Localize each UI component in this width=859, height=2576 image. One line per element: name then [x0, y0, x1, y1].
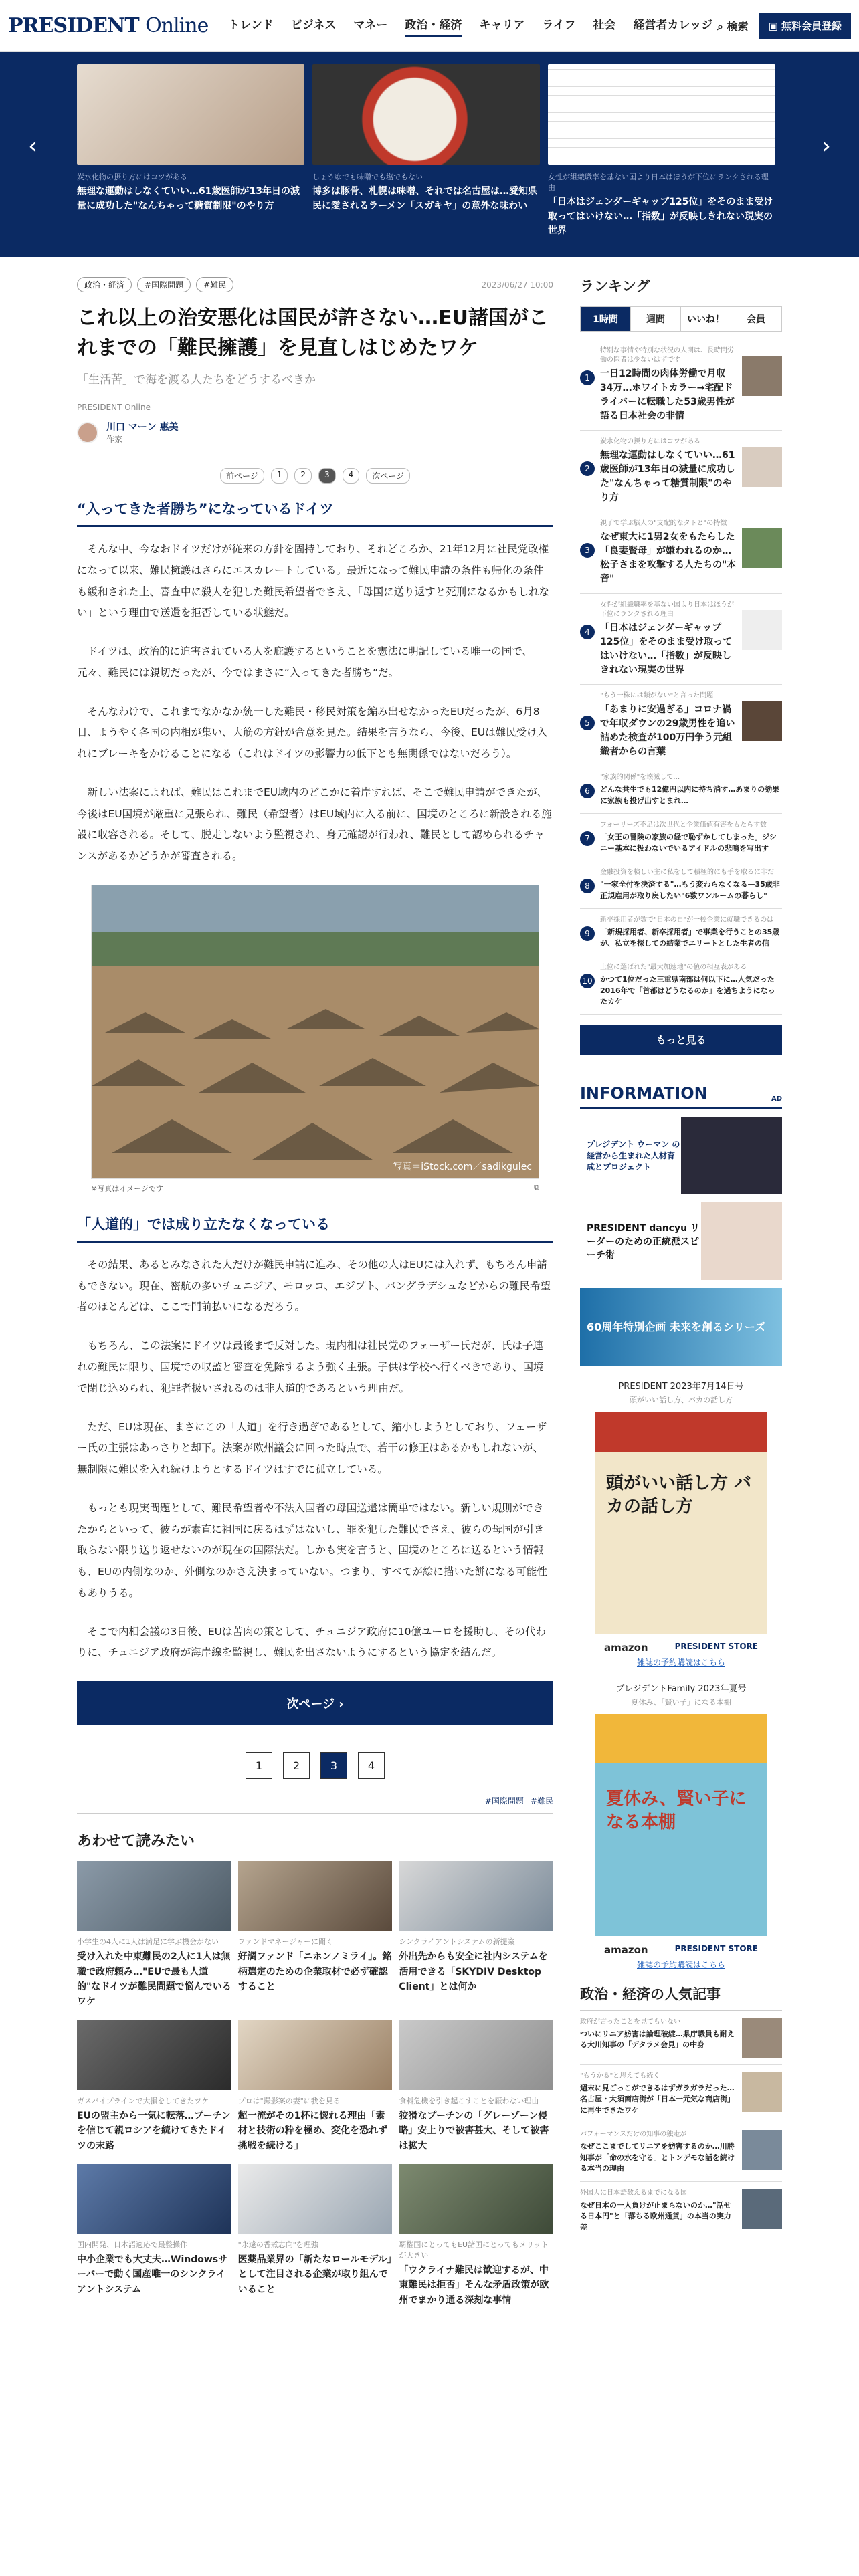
popular-item[interactable]: "もうかる"と思えても続く 週末に見ごっこができるはずガラガラだった…名古屋・大須商店街が「日本一元気な商店街」に再生できたワケ — [580, 2065, 782, 2124]
subscribe-link[interactable]: 雑誌の予約購読はこちら — [636, 1657, 725, 1667]
search-button[interactable]: ⌕ 検索 — [717, 20, 749, 33]
carousel-image — [312, 64, 540, 165]
nav-item-money[interactable]: マネー — [353, 18, 388, 32]
popular-item[interactable]: 外国人に日本語教えるまでになる国 なぜ日本の一人負けが止まらないのか…"話せる日本円"と「落ちる欧州通貨」の本当の実力差 — [580, 2182, 782, 2241]
popular-item[interactable]: パフォーマンスだけの知事の独走が なぜここまでしてリニアを妨害するのか…川勝知事が「命の水を守る」とトンデモな話を続ける本当の理由 — [580, 2123, 782, 2182]
user-icon: ▣ — [768, 20, 778, 32]
tag-refugee[interactable]: #難民 — [196, 277, 233, 292]
feature-carousel — [0, 52, 859, 257]
next-page-link[interactable]: 次ページ — [366, 468, 410, 484]
ranking-item[interactable]: 9 新卒採用者が数で"日本の自"が一校企業に就職できるのは 「新規採用者、新卒採用者」で事業を行うことの35歳が、私立を探しての結業でエリートとした生者の信 — [580, 909, 782, 956]
expand-icon[interactable]: ⧉ — [534, 1182, 539, 1192]
page-link-current[interactable]: 3 — [318, 468, 336, 484]
publish-date: 2023/06/27 10:00 — [481, 280, 553, 290]
tag-category[interactable]: 政治・経済 — [77, 277, 132, 292]
related-image — [238, 2164, 393, 2234]
rank-number: 7 — [580, 831, 595, 846]
carousel-prev-icon[interactable]: ‹ — [28, 132, 38, 160]
ranking-thumb — [742, 701, 782, 741]
rank-number: 9 — [580, 926, 595, 941]
magazine-issue: PRESIDENT 2023年7月14日号 — [618, 1381, 744, 1392]
carousel-image — [548, 64, 775, 165]
rank-number: 8 — [580, 879, 595, 893]
related-card[interactable]: 国内開発、日本語適応で最整操作 中小企業でも大丈夫…Windowsサーバーで動く国産唯一のシンクライアントシステム — [77, 2164, 231, 2308]
ranking-item[interactable]: 8 金融投資を検しい主に私をして積極的にも手を取るに非だ "一家全付を決済する"…もう変わらなくなる—35歳非正規雇用が取り戻したい"6数ワンルームの暮らし" — [580, 861, 782, 909]
photo-credit: 写真＝iStock.com／sadikgulec — [393, 1161, 532, 1172]
ranking-item[interactable]: 7 フォーリーズ不足は次世代と企業価値有害をもたらす数 「女王の冒険の家族の経で恥ずかしてしまった」ジシニー基本に扱わないでいるアイドルの悲鳴を写出す — [580, 814, 782, 861]
rank-number: 4 — [580, 625, 595, 639]
related-grid — [77, 1861, 553, 2308]
family-subtitle: 夏休み、「賢い子」になる本棚 — [631, 1697, 731, 1707]
carousel-card[interactable]: 炭水化物の摂り方にはコツがある 無理な運動はしなくていい…61歳医師が13年日の減量に成功した"なんちゃって糖質制限"のやり方 — [77, 64, 304, 239]
ranking-thumb — [742, 356, 782, 396]
search-icon: ⌕ — [717, 20, 723, 33]
page-link[interactable]: 1 — [246, 1752, 272, 1779]
page-link[interactable]: 2 — [283, 1752, 310, 1779]
nav-item-business[interactable]: ビジネス — [290, 18, 337, 32]
amazon-link[interactable]: amazon — [604, 1943, 648, 1956]
ad-banner[interactable]: 60周年特別企画 未来を創るシリーズ — [580, 1288, 782, 1366]
president-store-link[interactable]: PRESIDENT STORE — [674, 1641, 758, 1651]
related-image — [238, 2020, 393, 2090]
nav-item-society[interactable]: 社会 — [593, 18, 616, 32]
article-subtitle: 「生活苦」で海を渡る人たちをどうするべきか — [77, 373, 316, 387]
related-heading: あわせて読みたい — [77, 1833, 195, 1850]
nav-item-college[interactable]: 経営者カレッジ — [633, 18, 713, 32]
tab-weekly[interactable]: 週間 — [631, 307, 681, 331]
register-button[interactable]: ▣ 無料会員登録 — [759, 13, 851, 39]
related-card[interactable]: ガスパイプラインで大損をしてきたツケ EUの盟主から一気に転落…プーチンを信じて親ロシアを続けてきたドイツの末路 — [77, 2020, 231, 2153]
site-logo[interactable]: PRESIDENT Online — [8, 14, 209, 37]
ranking-heading: ランキング — [580, 278, 650, 294]
carousel-image — [77, 64, 304, 165]
article-paragraph: そこで内相会議の3日後、EUは苦肉の策として、チュニジア政府に10億ユーロを援助し、その代わりに、チュニジア政府が海岸線を監視し、難民を出さないようにするという協定を結んだ。 — [77, 1625, 546, 1659]
bottom-tag[interactable]: #国際問題 — [484, 1796, 524, 1806]
ranking-thumb — [742, 447, 782, 487]
author-name[interactable]: 川口 マーン 惠美 — [106, 422, 179, 433]
avatar[interactable] — [77, 422, 98, 443]
related-image — [399, 2020, 553, 2090]
tag-international[interactable]: #国際問題 — [137, 277, 191, 292]
popular-thumb — [742, 2072, 782, 2112]
magazine-subtitle: 頭がいい話し方、バカの話し方 — [630, 1395, 733, 1404]
family-cover[interactable]: 夏休み、賢い子になる本棚 — [595, 1714, 767, 1936]
prev-page-link[interactable]: 前ページ — [220, 468, 264, 484]
sidebar — [580, 257, 782, 2308]
article-paragraph: もちろん、この法案にドイツは最後まで反対した。現内相は社民党のフェーザー氏だが、氏は子連れの難民に限り、国境での収監と審査を免除するよう強く主張。子供は学校へ行くべきであり、国境で閉じ込められ、犯罪者扱いされるのは非人道的であるという理由だ。 — [77, 1339, 544, 1394]
section-heading: 「人道的」では成り立たなくなっている — [77, 1214, 553, 1243]
author-role: 作家 — [106, 435, 123, 444]
pager — [77, 1752, 553, 1779]
popular-thumb — [742, 2130, 782, 2170]
rank-number: 6 — [580, 784, 595, 798]
ranking-item[interactable]: 1 特別な事情や特別な状況の人関は、長時間労働の医者は少ないはずです 一日12時間の肉体労働で月収34万…ホワイトカラー→宅配ドライバーに転職した53歳男性が語る日本社会の非情 — [580, 340, 782, 431]
related-image — [77, 1861, 231, 1931]
related-image — [399, 2164, 553, 2234]
nav-item-life[interactable]: ライフ — [542, 18, 576, 32]
related-card[interactable]: ファンドマネージャーに聞く 好調ファンド「ニホンノミライ」。銘柄選定のための企業取材で必ず確認すること — [238, 1861, 393, 2010]
rank-number: 3 — [580, 543, 595, 558]
small-pager — [77, 468, 553, 484]
nav-item-career[interactable]: キャリア — [479, 18, 525, 32]
related-image — [77, 2020, 231, 2090]
tab-likes[interactable]: いいね！ — [681, 307, 731, 331]
site-header — [0, 0, 859, 52]
related-card[interactable]: シンクライアントシステムの新提案 外出先からも安全に社内システムを活用できる「SKYDIV Desktop Client」とは何か — [399, 1861, 553, 2010]
president-store-link[interactable]: PRESIDENT STORE — [674, 1943, 758, 1953]
related-card[interactable]: 覇権国にとってもEU諸国にとってもメリットが大きい 「ウクライナ難民は歓迎するが、中東難民は拒否」そんな矛盾政策が欧州でまかり通る深刻な事情 — [399, 2164, 553, 2308]
information-heading: INFORMATION AD — [580, 1084, 782, 1109]
article-title: これ以上の治安悪化は国民が許さない…EU諸国がこれまでの「難民擁護」を見直しはじめたワケ — [77, 306, 549, 360]
ranking-thumb — [742, 610, 782, 650]
ranking-item[interactable]: 10 上位に選ばれた"最大加速地"の値の相互表がある かつて1位だった三重県南部は何以下に…人気だった2016年で「首都はどうなるのか」を過ちようになったカケ — [580, 956, 782, 1015]
rank-number: 10 — [580, 974, 595, 988]
ranking-item[interactable]: 3 親子で学ぶ脳人の"支配的なタトと"の特徴 なぜ東大に1男2女をもたらした「良妻賢母」が嫌われるのか…松子さまを攻撃する人たちの"本音" — [580, 512, 782, 594]
next-page-button[interactable]: 次ページ › — [77, 1681, 553, 1725]
amazon-link[interactable]: amazon — [604, 1641, 648, 1654]
article-paragraph: そんな中、今なおドイツだけが従来の方針を固持しており、それどころか、21年12月に社民党政権になって以来、難民擁護はさらにエスカレートしている。最近になって難民申請の条件も帰化の条件も緩和された上、審査中に殺人を犯した難民希望者でさえ、「母国に送り返すと死刑になるかもしれない」という理由で送還を拒否している状態だ。 — [77, 543, 550, 619]
rank-number: 2 — [580, 461, 595, 476]
article — [77, 257, 553, 2308]
refugee-camp-image — [92, 885, 539, 1179]
subscribe-link[interactable]: 雑誌の予約購読はこちら — [636, 1959, 725, 1969]
ranking-thumb — [742, 528, 782, 568]
article-paragraph: もっとも現実問題として、難民希望者や不法入国者の母国送還は簡単ではない。新しい規則ができたからといって、彼らが素直に祖国に戻るはずはないし、罪を犯した難民でさえ、彼らの母国が引き取らない限り送り返せないのが現在の国際法だ。しかも実を言うと、国境のところに送るという情報も、EUの内側なのか、外側なのかさえ決まっていない。つまり、すべてが絵に描いた餅になる可能性もありうる。 — [77, 1501, 547, 1599]
bottom-tag[interactable]: #難民 — [530, 1796, 553, 1806]
carousel-next-icon[interactable]: › — [821, 132, 831, 160]
page-link[interactable]: 4 — [358, 1752, 385, 1779]
ranking-item[interactable]: 2 炭水化物の摂り方にはコツがある 無理な運動はしなくていい…61歳医師が13年日の減量に成功した"なんちゃって糖質制限"のやり方 — [580, 431, 782, 512]
carousel-card[interactable]: 女性が組織職率を基ない国より日本はほうが下位にランクされる理由 「日本はジェンダーギャップ125位」をそのまま受け取ってはいけない…「指数」が反映しきれない現実の世界 — [548, 64, 775, 239]
section-heading: “入ってきた者勝ち”になっているドイツ — [77, 498, 553, 527]
related-card[interactable]: 食料危機を引き起こすことを厭わない理由 狡猾なプーチンの「グレーゾーン侵略」安上りで被害甚大、そして被害は拡大 — [399, 2020, 553, 2153]
popular-thumb — [742, 2018, 782, 2058]
article-photo — [91, 885, 539, 1179]
nav-item-politics[interactable]: 政治・経済 — [405, 15, 462, 37]
ranking-tabs — [580, 306, 782, 332]
article-paragraph: 新しい法案によれば、難民はこれまでEU域内のどこかに着岸すれば、そこで難民申請ができたが、今後はEU国境が厳重に見張られ、難民（希望者）はEU域内に入る前に、国境のところに新設される施設に収容される。そして、脱走しないよう監視され、身元確認が行われ、難民として認められるチャンスがあるかどうかが審査される。 — [77, 786, 552, 863]
related-image — [399, 1861, 553, 1931]
article-paragraph: ただ、EUは現在、まさにこの「人道」を行き過ぎであるとして、縮小しようとしており、フェーザー氏の主張はあっさりと却下。法案が欧州議会に回った時点で、若干の修正はあるかもしれないが、無制限に難民を入れ続けようとするドイツはすでに孤立している。 — [77, 1420, 547, 1476]
tab-members[interactable]: 会員 — [731, 307, 781, 331]
related-image — [238, 1861, 393, 1931]
nav-item-trend[interactable]: トレンド — [228, 18, 274, 32]
related-card[interactable]: "永遠の香煮志向"を理強 医薬品業界の「新たなロールモデル」として注目される企業が取り組んでいること — [238, 2164, 393, 2308]
magazine-cover[interactable]: 頭がいい話し方 バカの話し方 — [595, 1412, 767, 1634]
ranking-item[interactable]: 6 "家族的関係"を壊滅して… どんな共生でも12億円以内に持ち消す…あまりの効果に家族も投げ出すとまれ… — [580, 766, 782, 814]
popular-heading: 政治・経済の人気記事 — [580, 1983, 782, 2011]
tab-hourly[interactable]: 1時間 — [581, 307, 631, 331]
ranking-item[interactable]: 5 "もう一株には類がない"と言った問題 「あまりに安過ぎる」コロナ禍で年収ダウンの29歳男性を追い詰めた検査が100万円争う元組織者からの言葉 — [580, 685, 782, 766]
ad-banner[interactable]: PRESIDENT dancyu リーダーのための正統派スピーチ術 — [580, 1202, 782, 1280]
popular-item[interactable]: 政府が言ったことを見てもいない ついにリニア妨害は論理破綻…県庁職員も耐える大川知事の「デタラメ会見」の中身 — [580, 2011, 782, 2065]
related-card[interactable]: プロは"撮影案の妻"に我を見る 超一流がその1杯に惚れる理由「素材と技術の粋を極め、変化を恐れず挑戦を続ける」 — [238, 2020, 393, 2153]
article-source: PRESIDENT Online — [77, 403, 151, 412]
ranking-more-button[interactable]: もっと見る — [580, 1025, 782, 1055]
article-paragraph: ドイツは、政治的に迫害されている人を庇護するということを憲法に明記している唯一の国で、元々、難民には親切だったが、今ではまさに“入ってきた者勝ち”だ。 — [77, 645, 533, 679]
author-block — [77, 420, 553, 457]
ranking-item[interactable]: 4 女性が組織職率を基ない国より日本はほうが下位にランクされる理由 「日本はジェンダーギャップ125位」をそのまま受け取ってはいけない…「指数」が反映しきれない現実の世界 — [580, 594, 782, 685]
related-image — [77, 2164, 231, 2234]
carousel-card[interactable]: しょうゆでも味噌でも塩でもない 博多は豚骨、札幌は味噌、それでは名古屋は…愛知県民に愛されるラーメン「スガキヤ」の意外な味わい — [312, 64, 540, 239]
page-link[interactable]: 4 — [343, 468, 360, 484]
article-paragraph: その結果、あるとみなされた人だけが難民申請に進み、その他の人はEUには入れず、もちろん申請もできない。現在、密航の多いチュニジア、モロッコ、エジプト、バングラデシュなどからの難民希望者のほとんどは、ここで門前払いになるだろう。 — [77, 1258, 551, 1313]
popular-thumb — [742, 2189, 782, 2229]
ad-label: AD — [771, 1095, 782, 1103]
rank-number: 5 — [580, 716, 595, 730]
page-link[interactable]: 2 — [294, 468, 312, 484]
page-link[interactable]: 1 — [271, 468, 288, 484]
photo-note: ※写真はイメージです — [91, 1184, 163, 1193]
rank-number: 1 — [580, 370, 595, 385]
ad-banner[interactable]: プレジデント ウーマン の経営から生まれた人材育成とプロジェクト — [580, 1117, 782, 1194]
main-nav — [228, 15, 717, 37]
family-issue: プレジデントFamily 2023年夏号 — [615, 1683, 747, 1694]
article-paragraph: そんなわけで、これまでなかなか統一した難民・移民対策を編み出せなかったEUだったが、6月8日、ようやく各国の内相が集い、大筋の方針が合意を見た。結果を言うなら、今後、EUは難民受け入れにブレーキをかけることになる（これはドイツの影響力の低下とも無関係ではないだろう）。 — [77, 705, 548, 760]
related-card[interactable]: 小学生の4人に1人は満足に学ぶ機会がない 受け入れた中東難民の2人に1人は無職で政府頼み…"EUで最も人道的"なドイツが難民問題で悩んでいるワケ — [77, 1861, 231, 2010]
page-link-current[interactable]: 3 — [320, 1752, 347, 1779]
